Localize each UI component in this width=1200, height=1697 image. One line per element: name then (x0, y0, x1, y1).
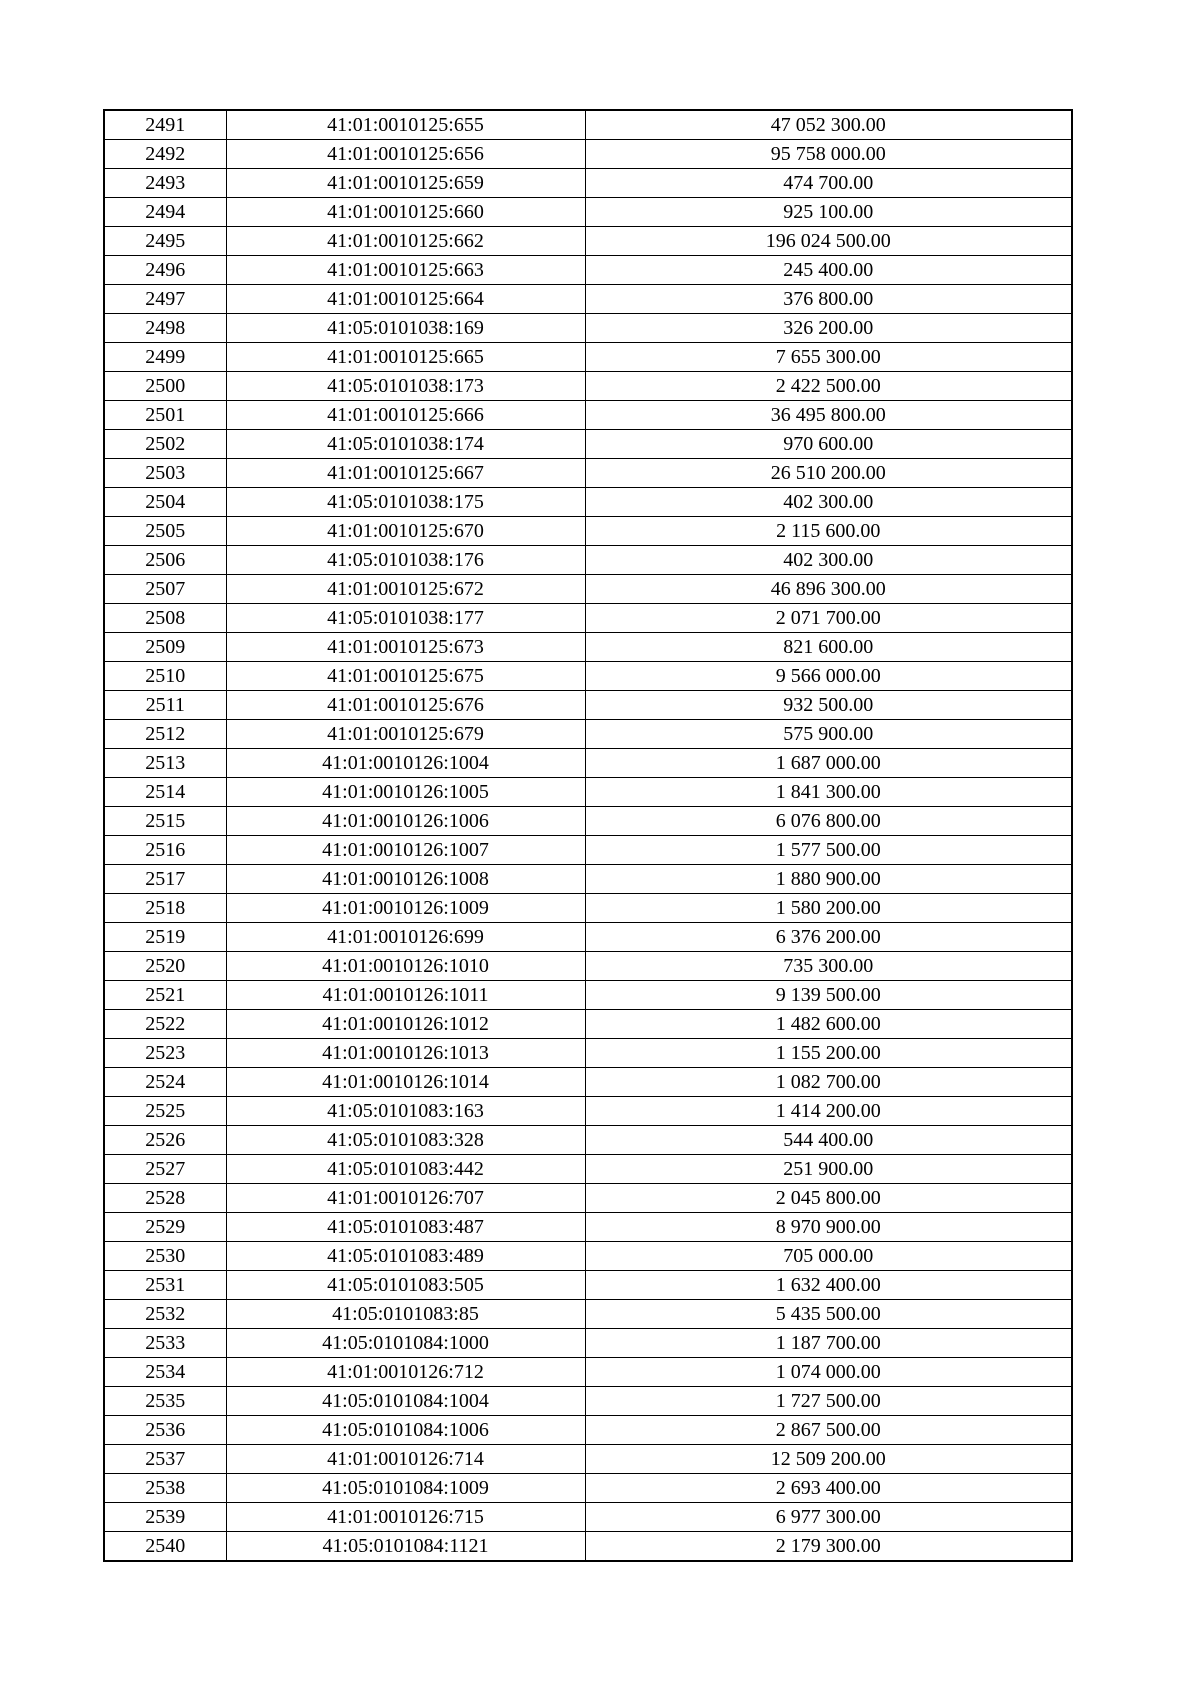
cadastral-number-cell: 41:01:0010126:1014 (226, 1068, 585, 1097)
table-row (104, 923, 1072, 952)
cadastral-value-cell: 7 655 300.00 (585, 343, 1072, 372)
cadastral-value-cell: 1 580 200.00 (585, 894, 1072, 923)
cadastral-value-cell: 925 100.00 (585, 198, 1072, 227)
cadastral-value-cell: 402 300.00 (585, 546, 1072, 575)
cadastral-number-cell: 41:05:0101038:174 (226, 430, 585, 459)
cadastral-number-cell: 41:05:0101083:487 (226, 1213, 585, 1242)
cadastral-number-cell: 41:01:0010125:673 (226, 633, 585, 662)
table-row (104, 1039, 1072, 1068)
cadastral-number-cell: 41:05:0101083:442 (226, 1155, 585, 1184)
cadastral-value-cell: 575 900.00 (585, 720, 1072, 749)
table-row (104, 169, 1072, 198)
cadastral-value-cell: 376 800.00 (585, 285, 1072, 314)
cadastral-value-cell: 5 435 500.00 (585, 1300, 1072, 1329)
cadastral-number-cell: 41:01:0010125:663 (226, 256, 585, 285)
table-row (104, 140, 1072, 169)
cadastral-value-cell: 402 300.00 (585, 488, 1072, 517)
table-row (104, 517, 1072, 546)
row-number-cell: 2523 (104, 1039, 226, 1068)
row-number-cell: 2497 (104, 285, 226, 314)
row-number-cell: 2521 (104, 981, 226, 1010)
cadastral-value-cell: 705 000.00 (585, 1242, 1072, 1271)
cadastral-number-cell: 41:01:0010126:1004 (226, 749, 585, 778)
table-row (104, 1155, 1072, 1184)
cadastral-number-cell: 41:01:0010125:672 (226, 575, 585, 604)
row-number-cell: 2493 (104, 169, 226, 198)
row-number-cell: 2491 (104, 110, 226, 140)
row-number-cell: 2516 (104, 836, 226, 865)
table-row (104, 807, 1072, 836)
row-number-cell: 2504 (104, 488, 226, 517)
row-number-cell: 2539 (104, 1503, 226, 1532)
row-number-cell: 2535 (104, 1387, 226, 1416)
cadastral-number-cell: 41:01:0010125:675 (226, 662, 585, 691)
table-row (104, 1474, 1072, 1503)
row-number-cell: 2501 (104, 401, 226, 430)
table-row (104, 1184, 1072, 1213)
cadastral-value-cell: 474 700.00 (585, 169, 1072, 198)
cadastral-number-cell: 41:01:0010126:1013 (226, 1039, 585, 1068)
cadastral-value-cell: 1 841 300.00 (585, 778, 1072, 807)
row-number-cell: 2509 (104, 633, 226, 662)
table-row (104, 401, 1072, 430)
row-number-cell: 2528 (104, 1184, 226, 1213)
row-number-cell: 2536 (104, 1416, 226, 1445)
cadastral-number-cell: 41:01:0010126:712 (226, 1358, 585, 1387)
table-row (104, 981, 1072, 1010)
row-number-cell: 2510 (104, 662, 226, 691)
row-number-cell: 2519 (104, 923, 226, 952)
table-row (104, 575, 1072, 604)
cadastral-value-cell: 1 482 600.00 (585, 1010, 1072, 1039)
table-row (104, 1503, 1072, 1532)
cadastral-number-cell: 41:01:0010126:707 (226, 1184, 585, 1213)
row-number-cell: 2538 (104, 1474, 226, 1503)
table-row (104, 1271, 1072, 1300)
table-row (104, 1329, 1072, 1358)
table-row (104, 604, 1072, 633)
cadastral-value-cell: 245 400.00 (585, 256, 1072, 285)
cadastral-number-cell: 41:01:0010126:715 (226, 1503, 585, 1532)
cadastral-value-cell: 735 300.00 (585, 952, 1072, 981)
cadastral-number-cell: 41:05:0101084:1006 (226, 1416, 585, 1445)
cadastral-value-cell: 1 074 000.00 (585, 1358, 1072, 1387)
table-row (104, 865, 1072, 894)
table-row (104, 372, 1072, 401)
cadastral-number-cell: 41:01:0010125:670 (226, 517, 585, 546)
cadastral-number-cell: 41:05:0101038:176 (226, 546, 585, 575)
cadastral-value-cell: 932 500.00 (585, 691, 1072, 720)
row-number-cell: 2514 (104, 778, 226, 807)
table-row (104, 1213, 1072, 1242)
cadastral-number-cell: 41:01:0010126:1007 (226, 836, 585, 865)
row-number-cell: 2513 (104, 749, 226, 778)
row-number-cell: 2524 (104, 1068, 226, 1097)
table-row (104, 1358, 1072, 1387)
row-number-cell: 2534 (104, 1358, 226, 1387)
cadastral-value-cell: 46 896 300.00 (585, 575, 1072, 604)
row-number-cell: 2525 (104, 1097, 226, 1126)
row-number-cell: 2496 (104, 256, 226, 285)
table-row (104, 749, 1072, 778)
cadastral-number-cell: 41:01:0010125:676 (226, 691, 585, 720)
cadastral-value-cell: 1 187 700.00 (585, 1329, 1072, 1358)
row-number-cell: 2526 (104, 1126, 226, 1155)
cadastral-value-cell: 2 179 300.00 (585, 1532, 1072, 1562)
cadastral-value-cell: 8 970 900.00 (585, 1213, 1072, 1242)
table-row (104, 343, 1072, 372)
cadastral-number-cell: 41:01:0010125:655 (226, 110, 585, 140)
table-row (104, 1445, 1072, 1474)
table-row (104, 1416, 1072, 1445)
cadastral-number-cell: 41:01:0010126:1010 (226, 952, 585, 981)
row-number-cell: 2533 (104, 1329, 226, 1358)
table-row (104, 1387, 1072, 1416)
cadastral-number-cell: 41:01:0010126:699 (226, 923, 585, 952)
row-number-cell: 2506 (104, 546, 226, 575)
table-row (104, 1097, 1072, 1126)
cadastral-value-cell: 326 200.00 (585, 314, 1072, 343)
table-row (104, 198, 1072, 227)
cadastral-value-cell: 6 977 300.00 (585, 1503, 1072, 1532)
table-row (104, 546, 1072, 575)
row-number-cell: 2529 (104, 1213, 226, 1242)
table-row (104, 836, 1072, 865)
table-row (104, 662, 1072, 691)
cadastral-value-cell: 1 632 400.00 (585, 1271, 1072, 1300)
cadastral-number-cell: 41:05:0101083:163 (226, 1097, 585, 1126)
cadastral-value-cell: 1 155 200.00 (585, 1039, 1072, 1068)
table-row (104, 488, 1072, 517)
cadastral-number-cell: 41:01:0010126:1011 (226, 981, 585, 1010)
cadastral-number-cell: 41:05:0101083:85 (226, 1300, 585, 1329)
row-number-cell: 2505 (104, 517, 226, 546)
cadastral-value-cell: 2 422 500.00 (585, 372, 1072, 401)
cadastral-value-table (103, 109, 1073, 1562)
cadastral-number-cell: 41:01:0010126:1009 (226, 894, 585, 923)
row-number-cell: 2511 (104, 691, 226, 720)
cadastral-value-cell: 1 577 500.00 (585, 836, 1072, 865)
table-row (104, 110, 1072, 140)
row-number-cell: 2527 (104, 1155, 226, 1184)
table-row (104, 894, 1072, 923)
table-row (104, 633, 1072, 662)
row-number-cell: 2498 (104, 314, 226, 343)
cadastral-value-cell: 1 727 500.00 (585, 1387, 1072, 1416)
cadastral-number-cell: 41:01:0010125:656 (226, 140, 585, 169)
cadastral-number-cell: 41:01:0010125:660 (226, 198, 585, 227)
cadastral-value-cell: 1 082 700.00 (585, 1068, 1072, 1097)
table-body (104, 110, 1072, 1561)
cadastral-number-cell: 41:05:0101084:1000 (226, 1329, 585, 1358)
table-row (104, 720, 1072, 749)
row-number-cell: 2500 (104, 372, 226, 401)
cadastral-value-cell: 2 693 400.00 (585, 1474, 1072, 1503)
cadastral-value-cell: 2 045 800.00 (585, 1184, 1072, 1213)
cadastral-number-cell: 41:01:0010126:1008 (226, 865, 585, 894)
cadastral-value-cell: 1 414 200.00 (585, 1097, 1072, 1126)
cadastral-value-cell: 251 900.00 (585, 1155, 1072, 1184)
cadastral-number-cell: 41:01:0010125:666 (226, 401, 585, 430)
cadastral-number-cell: 41:05:0101083:328 (226, 1126, 585, 1155)
cadastral-value-cell: 12 509 200.00 (585, 1445, 1072, 1474)
cadastral-value-cell: 6 376 200.00 (585, 923, 1072, 952)
cadastral-number-cell: 41:01:0010125:659 (226, 169, 585, 198)
cadastral-value-cell: 9 139 500.00 (585, 981, 1072, 1010)
cadastral-number-cell: 41:05:0101083:489 (226, 1242, 585, 1271)
row-number-cell: 2503 (104, 459, 226, 488)
cadastral-number-cell: 41:01:0010125:664 (226, 285, 585, 314)
row-number-cell: 2531 (104, 1271, 226, 1300)
cadastral-value-cell: 26 510 200.00 (585, 459, 1072, 488)
cadastral-value-cell: 6 076 800.00 (585, 807, 1072, 836)
row-number-cell: 2502 (104, 430, 226, 459)
row-number-cell: 2495 (104, 227, 226, 256)
cadastral-number-cell: 41:01:0010126:1012 (226, 1010, 585, 1039)
table-row (104, 691, 1072, 720)
table-row (104, 1068, 1072, 1097)
row-number-cell: 2520 (104, 952, 226, 981)
table-row (104, 285, 1072, 314)
row-number-cell: 2540 (104, 1532, 226, 1562)
table-row (104, 459, 1072, 488)
table-row (104, 1242, 1072, 1271)
cadastral-number-cell: 41:01:0010126:1006 (226, 807, 585, 836)
row-number-cell: 2499 (104, 343, 226, 372)
row-number-cell: 2507 (104, 575, 226, 604)
row-number-cell: 2515 (104, 807, 226, 836)
cadastral-value-cell: 2 115 600.00 (585, 517, 1072, 546)
table-row (104, 314, 1072, 343)
cadastral-number-cell: 41:01:0010125:665 (226, 343, 585, 372)
table-row (104, 227, 1072, 256)
cadastral-value-cell: 544 400.00 (585, 1126, 1072, 1155)
table-row (104, 256, 1072, 285)
table-row (104, 1300, 1072, 1329)
row-number-cell: 2530 (104, 1242, 226, 1271)
cadastral-number-cell: 41:05:0101038:169 (226, 314, 585, 343)
table-row (104, 430, 1072, 459)
row-number-cell: 2537 (104, 1445, 226, 1474)
row-number-cell: 2522 (104, 1010, 226, 1039)
cadastral-number-cell: 41:01:0010125:662 (226, 227, 585, 256)
cadastral-value-cell: 970 600.00 (585, 430, 1072, 459)
cadastral-number-cell: 41:01:0010126:1005 (226, 778, 585, 807)
row-number-cell: 2494 (104, 198, 226, 227)
cadastral-value-cell: 1 687 000.00 (585, 749, 1072, 778)
cadastral-number-cell: 41:05:0101038:173 (226, 372, 585, 401)
table-row (104, 1126, 1072, 1155)
cadastral-number-cell: 41:05:0101038:175 (226, 488, 585, 517)
table-row (104, 952, 1072, 981)
cadastral-value-cell: 821 600.00 (585, 633, 1072, 662)
cadastral-value-cell: 2 071 700.00 (585, 604, 1072, 633)
row-number-cell: 2512 (104, 720, 226, 749)
cadastral-number-cell: 41:05:0101084:1121 (226, 1532, 585, 1562)
cadastral-value-cell: 196 024 500.00 (585, 227, 1072, 256)
row-number-cell: 2518 (104, 894, 226, 923)
cadastral-value-cell: 47 052 300.00 (585, 110, 1072, 140)
cadastral-value-cell: 36 495 800.00 (585, 401, 1072, 430)
row-number-cell: 2517 (104, 865, 226, 894)
row-number-cell: 2492 (104, 140, 226, 169)
cadastral-value-cell: 95 758 000.00 (585, 140, 1072, 169)
cadastral-value-cell: 1 880 900.00 (585, 865, 1072, 894)
cadastral-number-cell: 41:01:0010126:714 (226, 1445, 585, 1474)
cadastral-number-cell: 41:01:0010125:667 (226, 459, 585, 488)
cadastral-number-cell: 41:01:0010125:679 (226, 720, 585, 749)
row-number-cell: 2532 (104, 1300, 226, 1329)
table-row (104, 778, 1072, 807)
row-number-cell: 2508 (104, 604, 226, 633)
cadastral-number-cell: 41:05:0101038:177 (226, 604, 585, 633)
cadastral-number-cell: 41:05:0101084:1004 (226, 1387, 585, 1416)
cadastral-number-cell: 41:05:0101083:505 (226, 1271, 585, 1300)
cadastral-number-cell: 41:05:0101084:1009 (226, 1474, 585, 1503)
cadastral-value-cell: 2 867 500.00 (585, 1416, 1072, 1445)
table-row (104, 1010, 1072, 1039)
cadastral-value-cell: 9 566 000.00 (585, 662, 1072, 691)
table-row (104, 1532, 1072, 1562)
